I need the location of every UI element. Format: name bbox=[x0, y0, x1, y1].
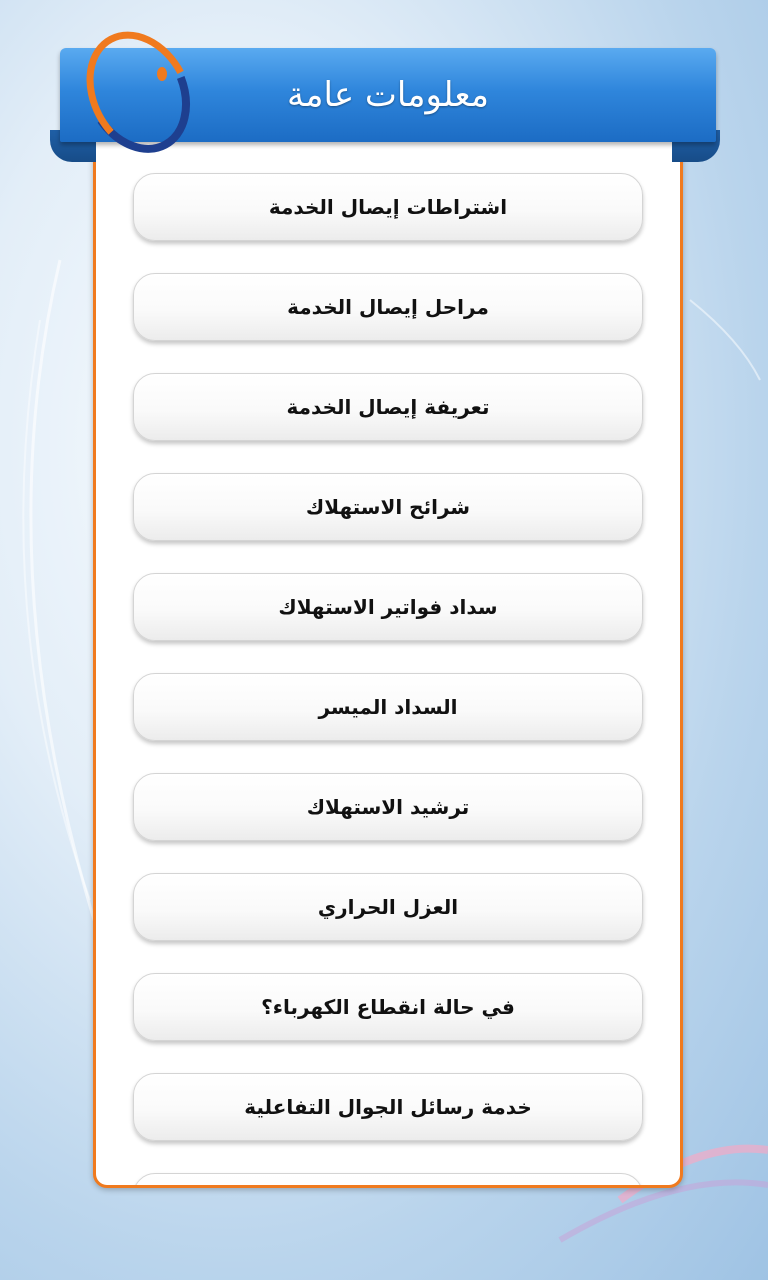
menu-button-easy-payment[interactable]: السداد الميسر bbox=[133, 673, 643, 741]
menu-button-sms-service[interactable]: خدمة رسائل الجوال التفاعلية bbox=[133, 1073, 643, 1141]
menu-panel bbox=[93, 120, 683, 1188]
menu-button-power-outage[interactable]: في حالة انقطاع الكهرباء؟ bbox=[133, 973, 643, 1041]
menu-button-service-requirements[interactable]: اشتراطات إيصال الخدمة bbox=[133, 173, 643, 241]
page-title: معلومات عامة bbox=[287, 75, 489, 115]
menu-button-partial[interactable] bbox=[133, 1173, 643, 1188]
menu-button-bill-payment[interactable]: سداد فواتير الاستهلاك bbox=[133, 573, 643, 641]
company-logo-icon bbox=[74, 18, 204, 168]
menu-button-thermal-insulation[interactable]: العزل الحراري bbox=[133, 873, 643, 941]
menu-button-consumption-rationing[interactable]: ترشيد الاستهلاك bbox=[133, 773, 643, 841]
header-ribbon bbox=[0, 0, 768, 200]
menu-button-service-stages[interactable]: مراحل إيصال الخدمة bbox=[133, 273, 643, 341]
menu-button-service-tariff[interactable]: تعريفة إيصال الخدمة bbox=[133, 373, 643, 441]
menu-button-consumption-tiers[interactable]: شرائح الاستهلاك bbox=[133, 473, 643, 541]
